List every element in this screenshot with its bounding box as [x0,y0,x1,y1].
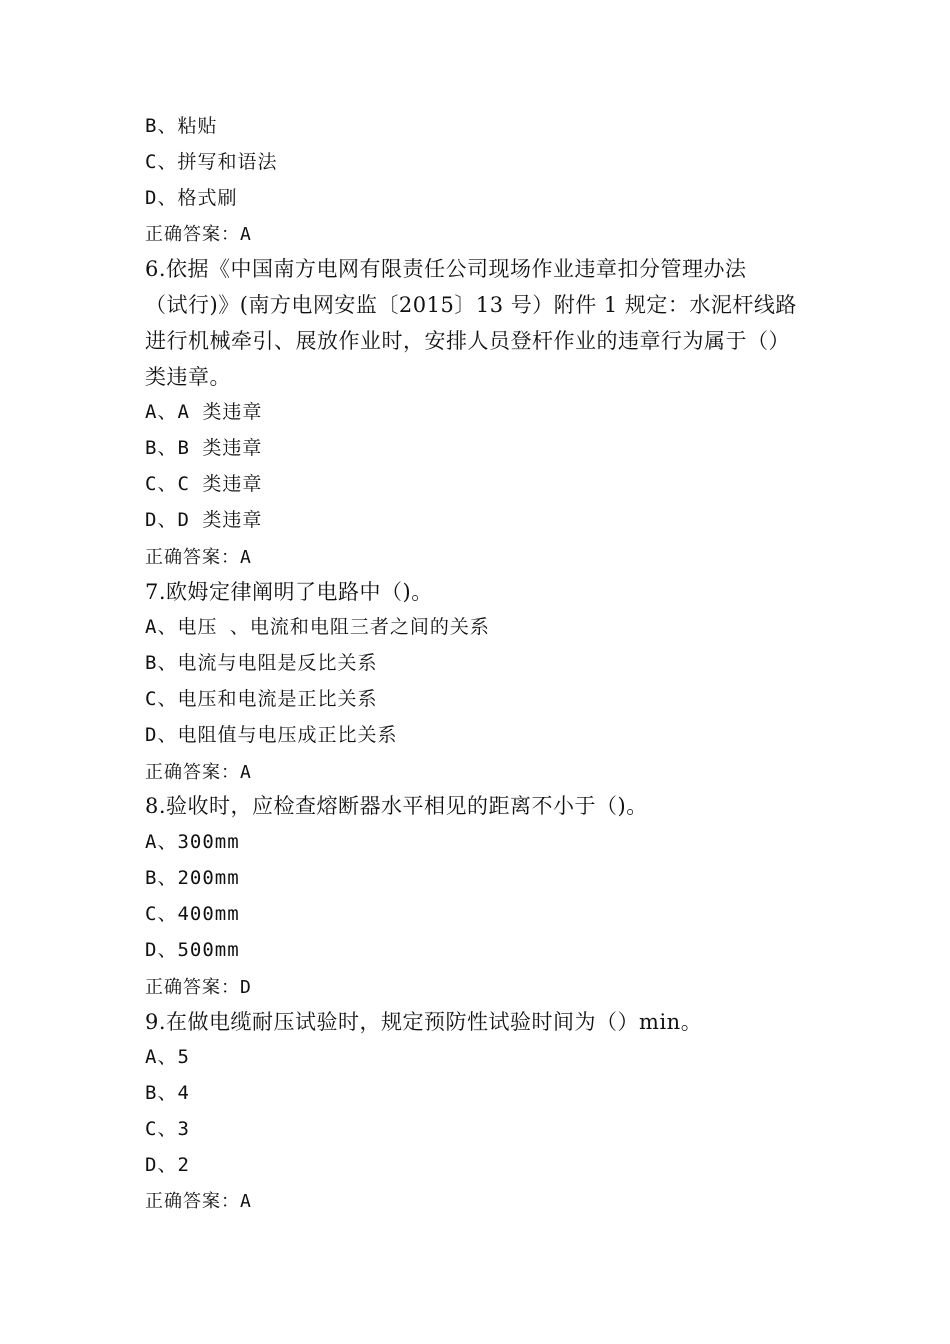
q9-stem: 9.在做电缆耐压试验时，规定预防性试验时间为（）min。 [145,1010,703,1034]
q8-answer: 正确答案：D [145,977,252,998]
q9-option-b: B、4 [145,1082,190,1104]
q8-option-b: B、200mm [145,867,240,889]
q5-option-d: D、格式刷 [145,187,238,209]
q8-option-d: D、500mm [145,939,240,961]
q6-option-a: A、A 类违章 [145,401,263,423]
q6-option-c: C、C 类违章 [145,473,263,495]
q7-answer: 正确答案：A [145,762,252,783]
q8-option-a: A、300mm [145,831,240,853]
q6-stem-line-4: 类违章。 [145,365,231,389]
q7-stem: 7.欧姆定律阐明了电路中（)。 [145,580,433,604]
q7-option-d: D、电阻值与电压成正比关系 [145,724,398,746]
q6-stem-line-2: （试行)》(南方电网安监〔2015〕13 号）附件 1 规定：水泥杆线路 [145,293,797,317]
q7-option-b: B、电流与电阻是反比关系 [145,652,378,674]
q9-option-d: D、2 [145,1154,190,1176]
q7-option-a: A、电压 、电流和电阻三者之间的关系 [145,616,490,638]
q9-option-a: A、5 [145,1046,190,1068]
q6-stem-line-3: 进行机械牵引、展放作业时，安排人员登杆作业的违章行为属于（） [145,329,790,353]
q6-option-d: D、D 类违章 [145,509,263,531]
q9-answer: 正确答案：A [145,1191,252,1212]
q7-option-c: C、电压和电流是正比关系 [145,688,378,710]
q6-answer: 正确答案：A [145,547,252,568]
q8-stem: 8.验收时，应检查熔断器水平相见的距离不小于（)。 [145,794,648,818]
q5-option-b: B、粘贴 [145,115,218,137]
q5-answer: 正确答案：A [145,224,252,245]
q6-stem-line-1: 6.依据《中国南方电网有限责任公司现场作业违章扣分管理办法 [145,257,747,281]
q5-option-c: C、拼写和语法 [145,151,278,173]
q8-option-c: C、400mm [145,903,240,925]
q6-option-b: B、B 类违章 [145,437,263,459]
q9-option-c: C、3 [145,1118,190,1140]
